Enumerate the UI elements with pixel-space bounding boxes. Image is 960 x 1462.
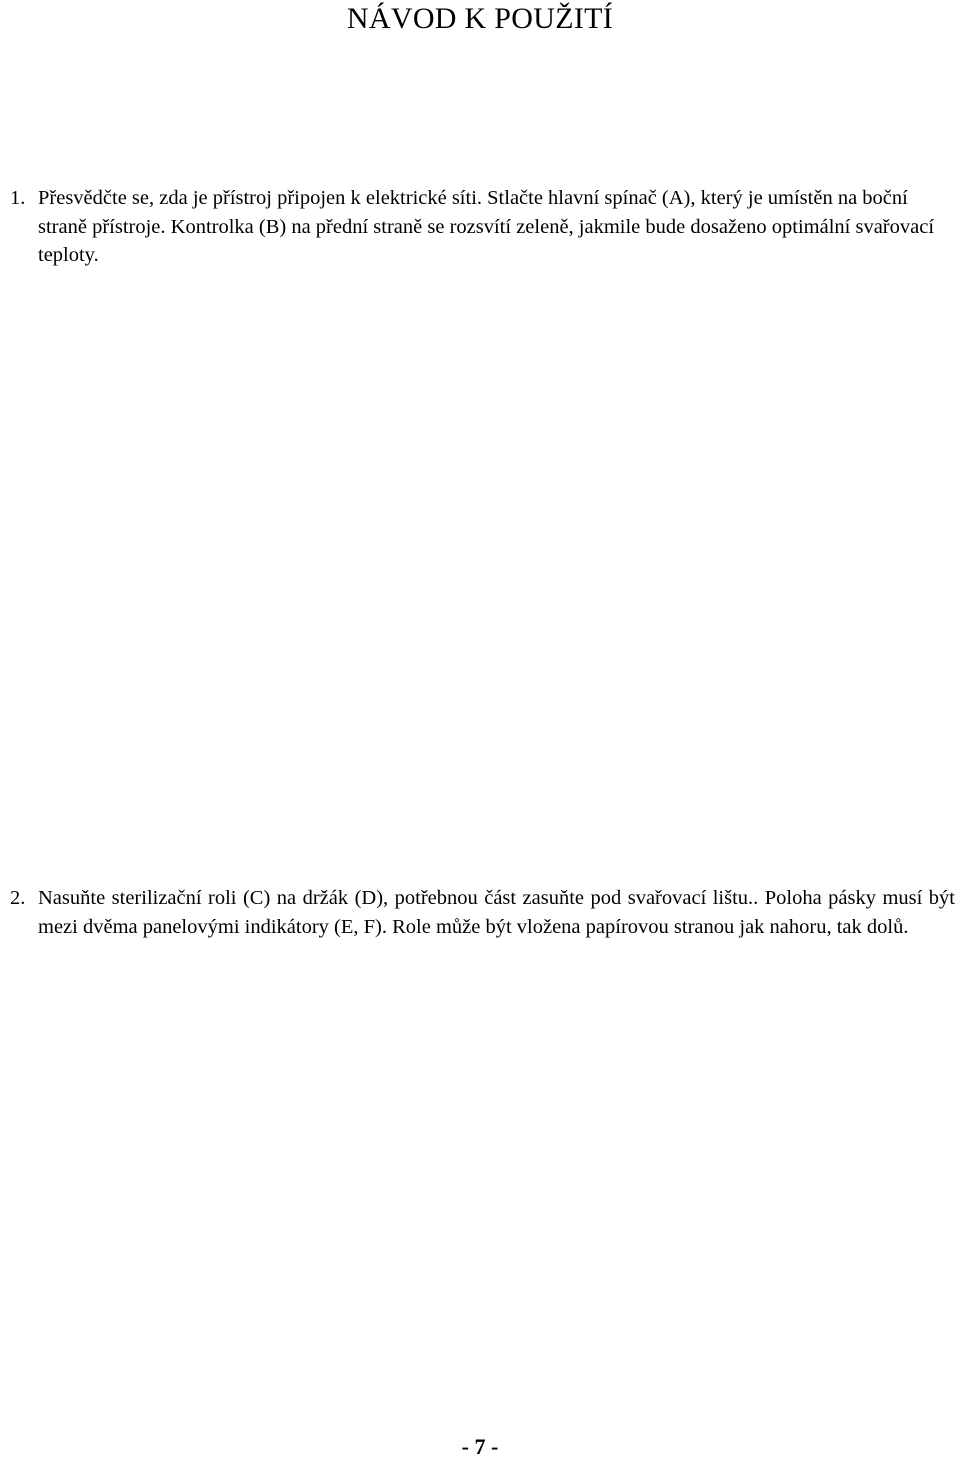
- page-number: - 7 -: [461, 1434, 499, 1459]
- instruction-step-2: [10, 884, 955, 941]
- step-text: Přesvědčte se, zda je přístroj připojen k elektrické síti. Stlačte hlavní spínač (A), který je umístěn na boční straně přístroje. Kontrolka (B) na přední straně se rozsvítí zeleně, jakmile bude dosaženo optimální svařovací teploty.: [38, 187, 935, 266]
- page-title: NÁVOD K POUŽITÍ: [346, 2, 614, 35]
- step-text: Nasuňte sterilizační roli (C) na držák (D), potřebnou část zasuňte pod svařovací lištu.. Poloha pásky musí být mezi dvěma panelovými indikátory (E, F). Role může být vložena papírovou stranou jak nahoru, tak dolů.: [38, 887, 955, 938]
- step-number: 1.: [10, 187, 26, 209]
- instruction-step-1: [10, 184, 945, 270]
- step-number: 2.: [10, 887, 26, 909]
